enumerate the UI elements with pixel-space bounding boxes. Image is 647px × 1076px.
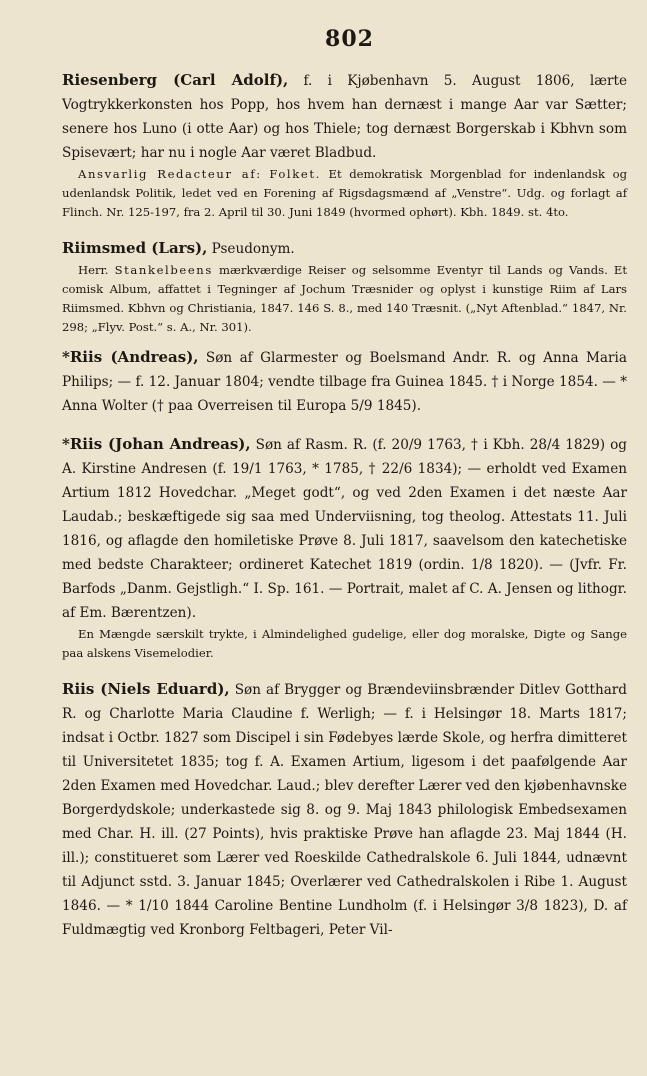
- entry-riesenberg: [62, 68, 627, 222]
- entry-riis-johan-andreas: [62, 432, 627, 663]
- page-number: 802: [325, 26, 374, 52]
- note-label: Herr.: [78, 263, 109, 277]
- bibliography-note: [62, 261, 627, 337]
- note-text: mærkværdige Reiser og selsomme Eventyr til Lands og Vands. Et comisk Album, affattet i Tegninger af Jochum Træsnider og oplyst i kunstige Riim af Lars Riimsmed. Kbhvn og Christiania, 1847. 146 S. 8., med 140 Træsnit. („Nyt Aftenblad.“ 1847, Nr. 298; „Flyv. Post.“ s. A., Nr. 301).: [62, 263, 628, 334]
- entry-body: f. i Kjøbenhavn 5. August 1806, lærte Vogtrykkerkonsten hos Popp, hos hvem han dernæst i mange Aar var Sætter; senere hos Luno (i otte Aar) og hos Thiele; tog dernæst Borgerskab i Kbhvn som Spisevært; har nu i nogle Aar været Bladbud.: [62, 73, 627, 161]
- entry-body: Søn af Rasm. R. (f. 20/9 1763, † i Kbh. 28/4 1829) og A. Kirstine Andresen (f. 19/1 1763, * 1785, † 22/6 1834); — erholdt ved Examen Artium 1812 Hovedchar. „Meget godt“, og ved 2den Examen i det næste Aar Laudab.; beskæftigede sig saa med Underviisning, tog theolog. Attestats 11. Juli 1816, og aflagde den homiletiske Prøve 8. Juli 1817, saavelsom den katechetiske med bedste Charakteer; ordineret Katechet 1819 (ordin. 1/8 1820). — (Jvfr. Fr. Barfods „Danm. Gejstligh.“ I. Sp. 161. — Portrait, malet af C. A. Jensen og lithogr. af Em. Bærentzen).: [62, 437, 627, 621]
- entry-body: Søn af Glarmester og Boelsmand Andr. R. og Anna Maria Philips; — f. 12. Januar 1804; vendte tilbage fra Guinea 1845. † i Norge 1854. — * Anna Wolter († paa Overreisen til Europa 5/9 1845).: [62, 350, 627, 414]
- entry-riimsmed: [62, 236, 627, 337]
- entry-headword: *Riis (Andreas),: [62, 348, 199, 366]
- note-title: Folket.: [269, 167, 321, 181]
- entry-text: [62, 68, 627, 165]
- note-label: Ansvarlig Redacteur af:: [78, 167, 262, 181]
- bibliography-note: [62, 165, 627, 222]
- entry-riis-niels-eduard: [62, 677, 627, 942]
- note-text: Et demokratisk Morgenblad for indenlandsk og udenlandsk Politik, ledet ved en Forening af Rigsdagsmænd af „Venstre“. Udg. og forlagt af Flinch. Nr. 125-197, fra 2. April til 30. Juni 1849 (hvormed ophørt). Kbh. 1849. st. 4to.: [62, 167, 627, 219]
- note-title: Stankelbeens: [114, 263, 213, 277]
- bibliography-note: [62, 625, 627, 663]
- entry-headword: Riimsmed (Lars),: [62, 239, 208, 257]
- entry-text: [62, 677, 627, 942]
- entry-text: [62, 432, 627, 625]
- entry-riis-andreas: [62, 345, 627, 418]
- entry-headword: Riesenberg (Carl Adolf),: [62, 71, 289, 89]
- entry-text: [62, 345, 627, 418]
- entry-body: Pseudonym.: [207, 241, 295, 257]
- entry-text: [62, 236, 627, 261]
- entry-headword: *Riis (Johan Andreas),: [62, 435, 251, 453]
- entry-headword: Riis (Niels Eduard),: [62, 680, 230, 698]
- note-text: En Mængde særskilt trykte, i Almindelighed gudelige, eller dog moralske, Digte og Sange paa alskens Visemelodier.: [62, 627, 627, 660]
- entry-body: Søn af Brygger og Brændeviinsbrænder Ditlev Gotthard R. og Charlotte Maria Claudine f. Werligh; — f. i Helsingør 18. Marts 1817; indsat i Octbr. 1827 som Discipel i sin Fødebyes lærde Skole, og herfra dimitteret til Universitetet 1835; tog f. A. Examen Artium, ligesom i det paafølgende Aar 2den Examen med Hovedchar. Laud.; blev derefter Lærer ved den kjøbenhavnske Borgerdydskole; underkastede sig 8. og 9. Maj 1843 philologisk Embedsexamen med Char. H. ill. (27 Points), hvis praktiske Prøve han aflagde 23. Maj 1844 (H. ill.); constitueret som Lærer ved Roeskilde Cathedralskole 6. Juli 1844, udnævnt til Adjunct sstd. 3. Januar 1845; Overlærer ved Cathedralskolen i Ribe 1. August 1846. — * 1/10 1844 Caroline Bentine Lundholm (f. i Helsingør 3/8 1823), D. af Fuldmægtig ved Kronborg Feltbageri, Peter Vil-: [62, 682, 628, 938]
